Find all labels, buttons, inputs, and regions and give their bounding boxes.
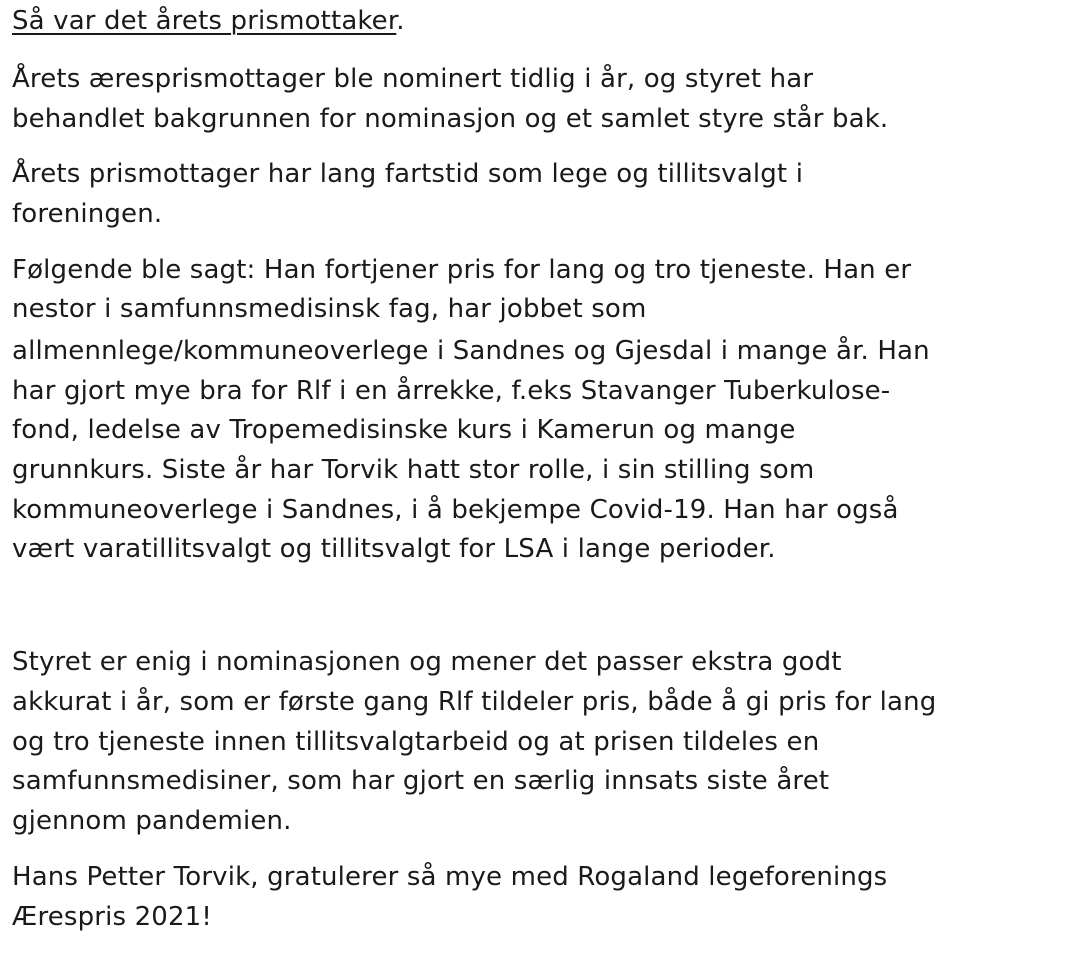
paragraph-line: grunnkurs. Siste år har Torvik hatt stor rolle, i sin stilling som (12, 455, 815, 485)
paragraph-line: nestor i samfunnsmedisinsk fag, har jobbet som (12, 294, 647, 324)
paragraph-line: Årets æresprismottager ble nominert tidlig i år, og styret har (12, 64, 814, 94)
document-title-line (12, 2, 405, 40)
paragraph-line: vært varatillitsvalgt og tillitsvalgt for LSA i lange perioder. (12, 534, 776, 564)
paragraph-line: og tro tjeneste innen tillitsvalgtarbeid og at prisen tildeles en (12, 727, 820, 757)
paragraph-line: allmennlege/kommuneoverlege i Sandnes og Gjesdal i mange år. Han (12, 336, 930, 366)
paragraph-line: kommuneoverlege i Sandnes, i å bekjempe Covid-19. Han har også (12, 495, 899, 525)
paragraph-line: gjennom pandemien. (12, 806, 292, 836)
document-title: Så var det årets prismottaker (12, 6, 397, 36)
paragraph-line: fond, ledelse av Tropemedisinske kurs i Kamerun og mange (12, 415, 796, 445)
document-title-period: . (396, 6, 405, 36)
paragraph-line: samfunnsmedisiner, som har gjort en særlig innsats siste året (12, 766, 830, 796)
paragraph-line: Styret er enig i nominasjonen og mener det passer ekstra godt (12, 647, 842, 677)
paragraph-line: Ærespris 2021! (12, 902, 212, 932)
paragraph-line: Årets prismottager har lang fartstid som lege og tillitsvalgt i (12, 159, 804, 189)
paragraph-line: Følgende ble sagt: Han fortjener pris for lang og tro tjeneste. Han er (12, 255, 912, 285)
paragraph-line: har gjort mye bra for Rlf i en årrekke, f.eks Stavanger Tuberkulose- (12, 376, 891, 406)
paragraph-line: akkurat i år, som er første gang Rlf tildeler pris, både å gi pris for lang (12, 687, 937, 717)
paragraph-line: Hans Petter Torvik, gratulerer så mye med Rogaland legeforenings (12, 862, 888, 892)
paragraph-line: behandlet bakgrunnen for nominasjon og et samlet styre står bak. (12, 104, 889, 134)
paragraph-line: foreningen. (12, 199, 163, 229)
